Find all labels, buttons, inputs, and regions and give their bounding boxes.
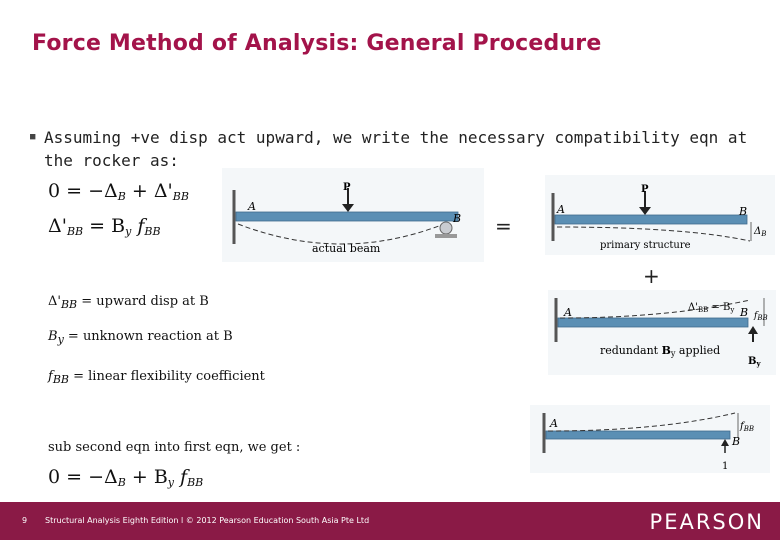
unit-flexibility-label: $f_{BB}$ (740, 421, 754, 433)
compatibility-equation: $0 = -\Delta_B + \Delta'_{BB}$ (48, 180, 189, 203)
definition-reaction: $B_y$ = unknown reaction at B (48, 329, 233, 346)
bullet-line-1: Assuming +ve disp act upward, we write the necessary compatibility eqn at (44, 128, 748, 147)
redundant-displacement-label: $\Delta'_{BB} = B_y$ (688, 302, 735, 314)
final-equation: $0 = -\Delta_B + B_y$ $f_{BB}$ (48, 466, 204, 489)
bullet-text (30, 126, 750, 172)
definition-displacement: $\Delta'_{BB}$ = upward disp at B (48, 294, 209, 311)
definition-flexibility: $f_{BB}$ = linear flexibility coefficient (48, 369, 265, 386)
primary-structure-label: primary structure (600, 240, 691, 251)
unit-point-b-label: B (732, 435, 741, 448)
primary-point-a-label: A (557, 203, 565, 216)
redundant-reaction-label: $B_y$ (748, 356, 761, 368)
redundant-point-b-label: B (740, 306, 749, 319)
rocker-support (440, 222, 452, 234)
bullet-line-2: the rocker as: (44, 151, 179, 170)
equals-sign: = (495, 214, 512, 238)
unit-load-diagram (530, 405, 770, 473)
substitution-note: sub second eqn into first eqn, we get : (48, 440, 301, 455)
primary-structure-diagram (545, 175, 775, 255)
unit-point-a-label: A (550, 417, 558, 430)
primary-point-b-label: B (739, 205, 748, 218)
primary-deflection-label: $\Delta_B$ (754, 226, 767, 238)
point-b-label: B (453, 212, 462, 225)
bullet-marker: ■ (30, 132, 36, 142)
footer-source: Structural Analysis Eighth Edition l © 2012 Pearson Education South Asia Pte Ltd (45, 516, 370, 525)
plus-sign: + (643, 264, 660, 288)
primary-load-label: P (641, 184, 649, 195)
displacement-equation: $\Delta'_{BB} = B_y$ $f_{BB}$ (48, 215, 161, 238)
point-a-label: A (248, 200, 256, 213)
footer-bar (0, 502, 780, 540)
slide-title: Force Method of Analysis: General Procedure (32, 31, 602, 56)
redundant-flex-label: $f_{BB}$ (754, 311, 768, 322)
redundant-point-a-label: A (564, 306, 572, 319)
unit-load-label: 1 (722, 461, 729, 472)
load-label: P (343, 182, 351, 193)
actual-beam-diagram (222, 168, 484, 262)
publisher-logo: PEARSON (649, 510, 764, 534)
page-number: 9 (22, 516, 28, 525)
redundant-applied-diagram (548, 290, 776, 375)
actual-beam-label: actual beam (312, 242, 381, 255)
redundant-applied-label: redundant By applied (600, 344, 721, 358)
